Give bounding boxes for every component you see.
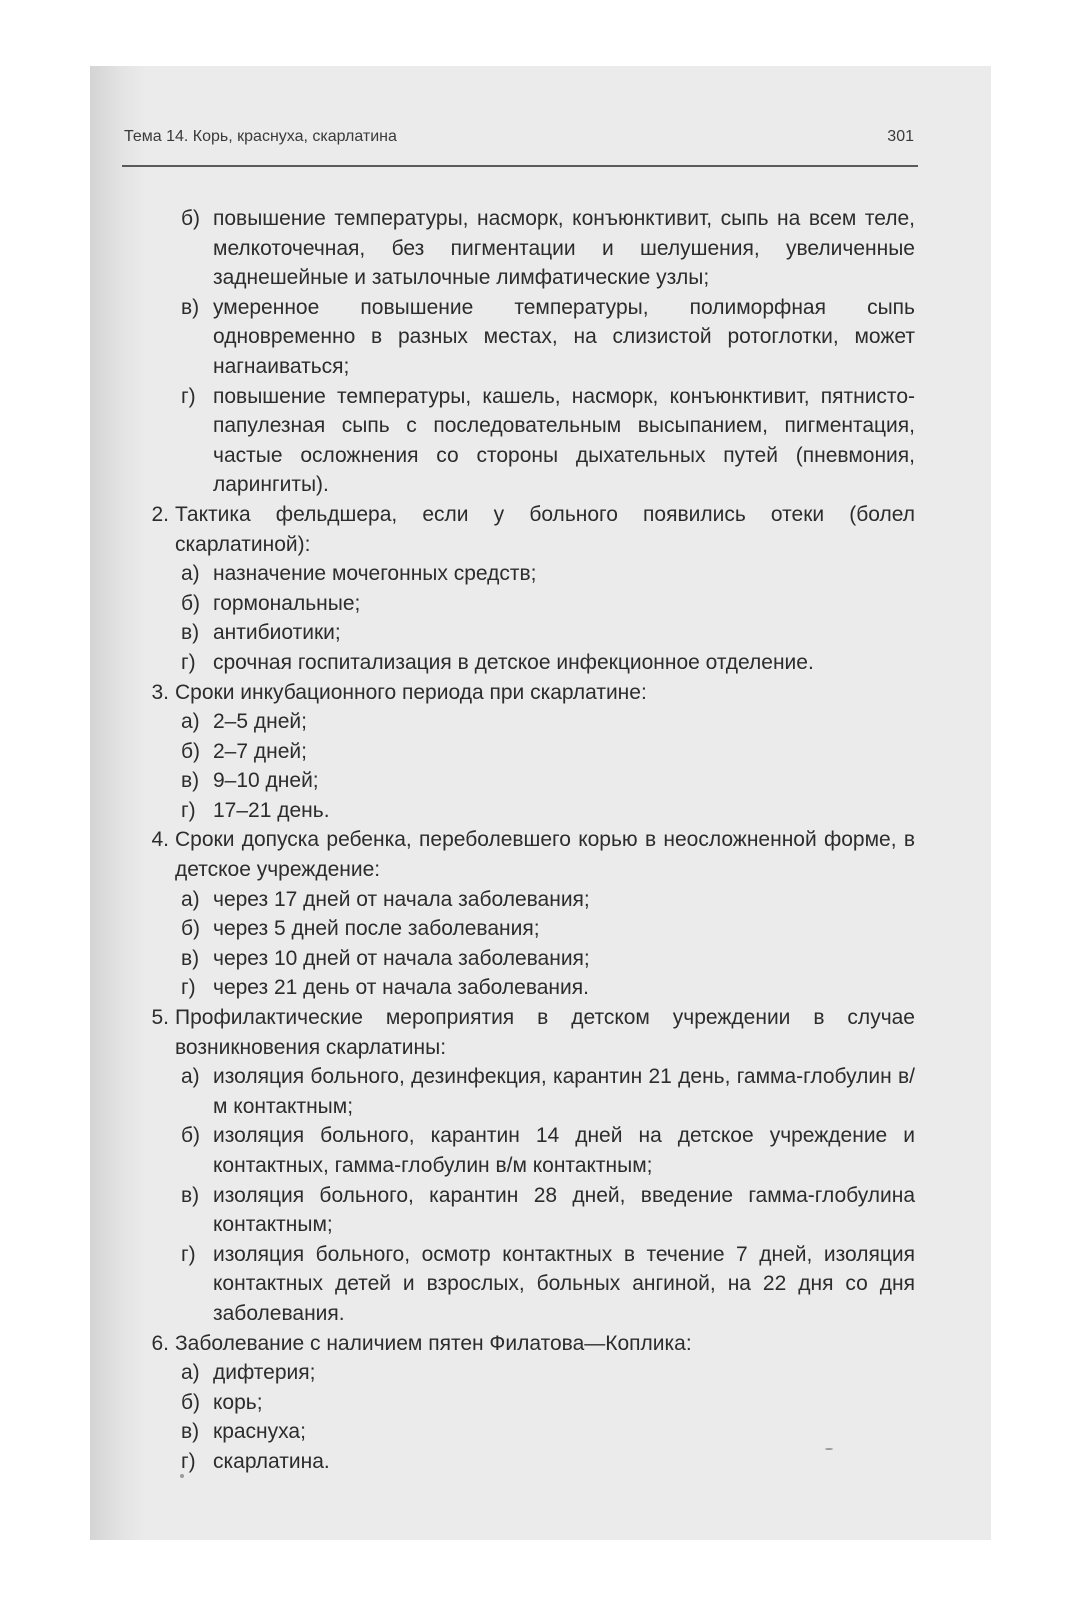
option-text: срочная госпитализация в детское инфекционное отделение. bbox=[213, 650, 814, 674]
option-text: 2–7 дней; bbox=[213, 739, 307, 763]
question-text: Тактика фельдшера, если у больного появились отеки (болел скарлатиной): bbox=[175, 502, 915, 556]
option-letter: а) bbox=[181, 1361, 200, 1385]
option-text: изоляция больного, карантин 14 дней на детское учреждение и контактных, гамма-глобулин в/м контактным; bbox=[213, 1124, 915, 1177]
question-number: 4. bbox=[151, 828, 169, 852]
answer-option bbox=[135, 1447, 915, 1477]
question-stem bbox=[135, 500, 915, 559]
option-letter: г) bbox=[181, 1449, 196, 1473]
question-block bbox=[135, 1003, 915, 1329]
answer-option bbox=[135, 618, 915, 648]
answer-option bbox=[135, 648, 915, 678]
question-list bbox=[135, 500, 915, 1477]
option-letter: а) bbox=[181, 887, 200, 911]
answer-option bbox=[135, 589, 915, 619]
option-letter: в) bbox=[181, 1183, 200, 1207]
option-text: через 21 день от начала заболевания. bbox=[213, 976, 589, 1000]
answer-option bbox=[135, 1181, 915, 1240]
header-rule bbox=[122, 165, 918, 167]
option-text: дифтерия; bbox=[213, 1361, 316, 1385]
page-body bbox=[135, 204, 915, 1477]
answer-option bbox=[135, 1358, 915, 1388]
question-stem bbox=[135, 1329, 915, 1359]
option-text: 17–21 день. bbox=[213, 798, 330, 822]
option-letter: в) bbox=[181, 946, 200, 970]
question-number: 3. bbox=[151, 680, 169, 704]
option-letter: б) bbox=[181, 739, 201, 763]
answer-option bbox=[135, 1417, 915, 1447]
option-text: корь; bbox=[213, 1390, 263, 1414]
answer-option bbox=[135, 914, 915, 944]
answer-option bbox=[135, 1062, 915, 1121]
answer-option bbox=[135, 885, 915, 915]
option-text: антибиотики; bbox=[213, 621, 341, 645]
running-header bbox=[124, 128, 914, 152]
question-text: Профилактические мероприятия в детском учреждении в случае возникновения скарлатины: bbox=[175, 1006, 915, 1059]
question-block bbox=[135, 678, 915, 826]
option-letter: б) bbox=[181, 207, 201, 230]
answer-option bbox=[135, 766, 915, 796]
option-letter: в) bbox=[181, 1420, 200, 1444]
option-text: через 5 дней после заболевания; bbox=[213, 917, 540, 941]
answer-option bbox=[135, 796, 915, 826]
option-text: изоляция больного, осмотр контактных в течение 7 дней, изоляция контактных детей и взрослых, больных ангиной, на 22 дня со дня заболевания. bbox=[213, 1242, 915, 1325]
answer-option bbox=[135, 737, 915, 767]
question-text: Сроки допуска ребенка, переболевшего корью в неосложненной форме, в детское учреждение: bbox=[175, 828, 915, 882]
option-text: через 17 дней от начала заболевания; bbox=[213, 887, 590, 911]
question-stem bbox=[135, 1003, 915, 1062]
option-text: 9–10 дней; bbox=[213, 769, 319, 793]
book-page bbox=[90, 66, 991, 1540]
option-letter: а) bbox=[181, 1065, 200, 1089]
answer-option bbox=[135, 559, 915, 589]
question-number: 2. bbox=[151, 502, 169, 526]
answer-option bbox=[135, 707, 915, 737]
option-text: повышение температуры, насморк, конъюнктивит, сыпь на всем теле, мелкоточечная, без пигментации и шелушения, увеличенные заднешейные и затылочные лимфатические узлы; bbox=[213, 207, 915, 290]
option-letter: а) bbox=[181, 710, 200, 734]
option-text: повышение температуры, кашель, насморк, конъюнктивит, пятнисто-папулезная сыпь с последовательным высыпанием, пигментация, частые осложнения со стороны дыхательных путей (пневмония, ларингиты). bbox=[213, 384, 915, 497]
option-letter: г) bbox=[181, 650, 196, 674]
answer-option bbox=[135, 944, 915, 974]
option-letter: в) bbox=[181, 621, 200, 645]
chapter-title: Тема 14. Корь, краснуха, скарлатина bbox=[124, 128, 397, 145]
question-text: Заболевание с наличием пятен Филатова—Коплика: bbox=[175, 1331, 692, 1355]
question-block bbox=[135, 500, 915, 678]
question-block bbox=[135, 825, 915, 1003]
option-letter: б) bbox=[181, 591, 201, 615]
option-text: через 10 дней от начала заболевания; bbox=[213, 946, 590, 970]
question-number: 6. bbox=[151, 1331, 169, 1355]
option-letter: г) bbox=[181, 1242, 196, 1266]
answer-option bbox=[135, 1121, 915, 1180]
option-text: изоляция больного, дезинфекция, карантин 21 день, гамма-глобулин в/м контактным; bbox=[213, 1065, 915, 1118]
option-letter: а) bbox=[181, 562, 200, 586]
answer-option bbox=[135, 973, 915, 1003]
answer-option bbox=[135, 1240, 915, 1329]
answer-option bbox=[135, 204, 915, 293]
option-text: краснуха; bbox=[213, 1420, 306, 1444]
option-text: умеренное повышение температуры, полиморфная сыпь одновременно в разных местах, на слизистой ротоглотки, может нагнаиваться; bbox=[213, 295, 915, 378]
option-letter: в) bbox=[181, 295, 200, 319]
option-letter: г) bbox=[181, 798, 196, 822]
question-text: Сроки инкубационного периода при скарлатине: bbox=[175, 680, 647, 704]
option-letter: б) bbox=[181, 917, 201, 941]
question-stem bbox=[135, 678, 915, 708]
page-number: 301 bbox=[887, 128, 914, 145]
continued-options bbox=[135, 204, 915, 500]
option-text: изоляция больного, карантин 28 дней, введение гамма-глобулина контактным; bbox=[213, 1183, 915, 1237]
answer-option bbox=[135, 293, 915, 382]
answer-option bbox=[135, 1388, 915, 1418]
option-text: гормональные; bbox=[213, 591, 361, 615]
option-letter: б) bbox=[181, 1390, 201, 1414]
scan-speck bbox=[825, 1448, 833, 1450]
option-text: 2–5 дней; bbox=[213, 710, 307, 734]
option-letter: б) bbox=[181, 1124, 201, 1148]
question-stem bbox=[135, 825, 915, 884]
scan-speck bbox=[180, 1474, 184, 1478]
option-text: назначение мочегонных средств; bbox=[213, 562, 537, 586]
option-letter: в) bbox=[181, 769, 200, 793]
option-text: скарлатина. bbox=[213, 1449, 330, 1473]
answer-option bbox=[135, 382, 915, 500]
question-number: 5. bbox=[151, 1006, 169, 1030]
question-block bbox=[135, 1329, 915, 1477]
option-letter: г) bbox=[181, 384, 196, 408]
option-letter: г) bbox=[181, 976, 196, 1000]
